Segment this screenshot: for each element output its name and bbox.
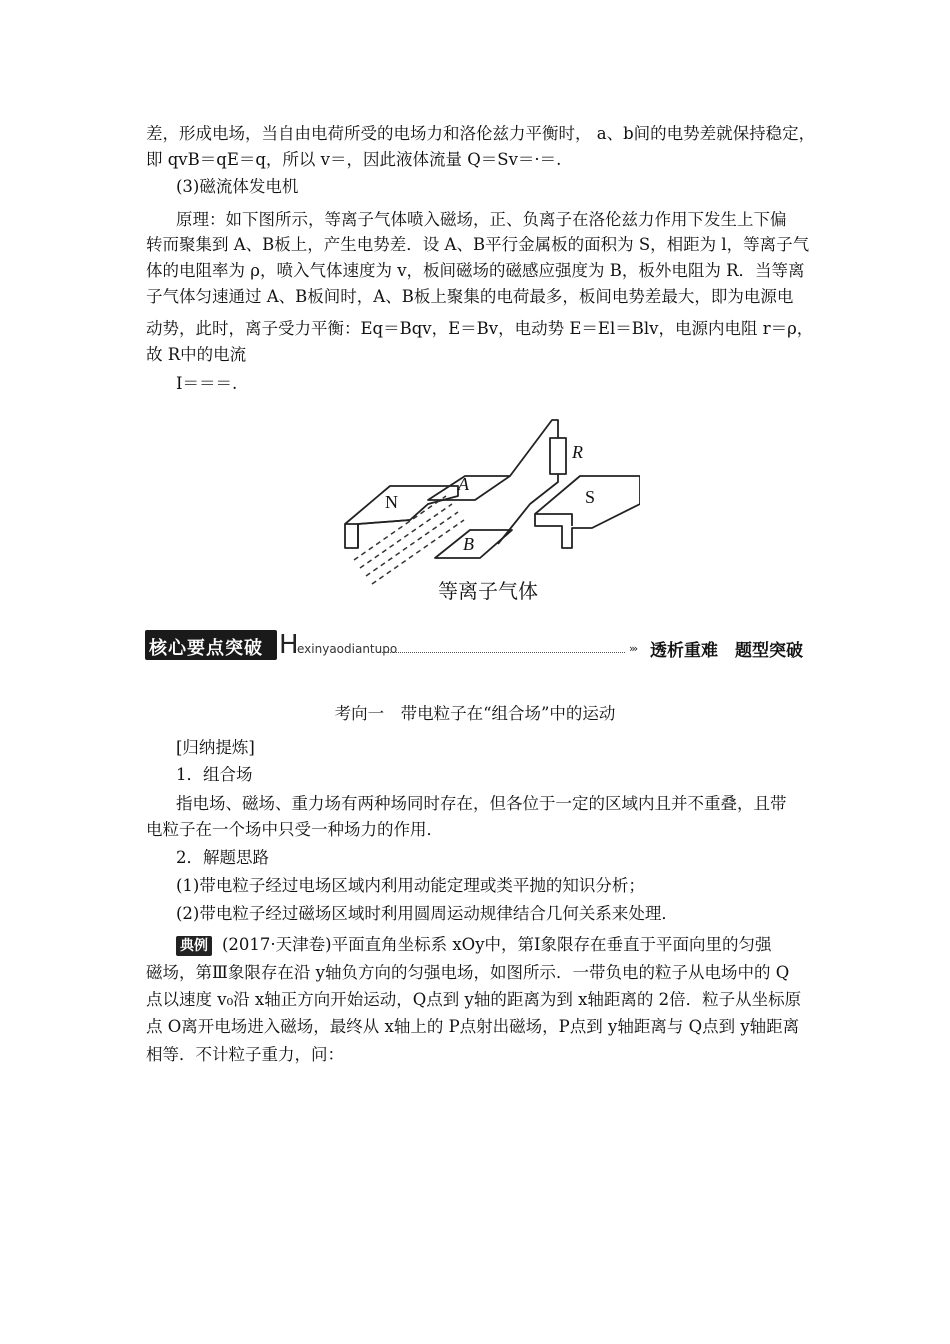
banner-letter: H <box>279 630 299 660</box>
formula-line: I＝＝＝. <box>176 374 238 393</box>
paragraph-line: 点 O离开电场进入磁场，最终从 x轴上的 P点射出磁场，P点到 y轴距离与 Q点到 y轴距离 <box>146 1017 800 1036</box>
example-line <box>176 932 772 958</box>
label-n: N <box>385 492 398 512</box>
label-b: B <box>463 534 474 554</box>
item-heading: 2．解题思路 <box>176 848 269 867</box>
paragraph-line: 点以速度 v₀沿 x轴正方向开始运动，Q点到 y轴的距离为到 x轴距离的 2倍．粒子从坐标原 <box>146 990 802 1009</box>
paragraph-line: 指电场、磁场、重力场有两种场同时存在，但各位于一定的区域内且并不重叠，且带 <box>176 794 787 813</box>
paragraph-line: 电粒子在一个场中只受一种场力的作用． <box>146 820 443 839</box>
label-a: A <box>458 474 469 494</box>
plate-a <box>428 476 510 500</box>
paragraph-line: 磁场，第Ⅲ象限存在沿 y轴负方向的匀强电场，如图所示．一带负电的粒子从电场中的 Q <box>146 963 790 982</box>
example-badge: 典例 <box>176 936 212 956</box>
label-r: R <box>572 442 583 462</box>
summary-label: [归纳提炼] <box>176 738 255 757</box>
paragraph-line: 体的电阻率为 ρ，喷入气体速度为 v，板间磁场的磁感应强度为 B，板外电阻为 R．当等离 <box>146 261 805 280</box>
banner-title: 核心要点突破 <box>149 638 263 659</box>
banner-tagline: 透析重难 题型突破 <box>650 641 803 661</box>
paragraph-line: 故 R中的电流 <box>146 345 247 364</box>
subsection-heading: (3)磁流体发电机 <box>176 177 299 196</box>
paragraph-line: 转而聚集到 A、B板上，产生电势差．设 A、B平行金属板的面积为 S，相距为 l，等离子气 <box>146 235 810 254</box>
wire-bottom <box>498 474 558 544</box>
paragraph-line: 差，形成电场，当自由电荷所受的电场力和洛伦兹力平衡时， a、b间的电势差就保持稳定， <box>146 124 816 143</box>
label-s: S <box>585 487 596 507</box>
plasma-streams <box>354 496 464 584</box>
paragraph-line: 原理：如下图所示，等离子气体喷入磁场，正、负离子在洛伦兹力作用下发生上下偏 <box>176 210 787 229</box>
banner-pinyin: exinyaodiantupo <box>297 642 398 656</box>
north-magnet <box>345 486 458 548</box>
paragraph-line: (1)带电粒子经过电场区域内利用动能定理或类平抛的知识分析； <box>176 876 645 895</box>
paragraph-line: 即 qvB＝qE＝q，所以 v＝，因此液体流量 Q＝Sv＝·＝. <box>146 150 562 169</box>
example-text: (2017·天津卷)平面直角坐标系 xOy中，第Ⅰ象限存在垂直于平面向里的匀强 <box>222 935 772 954</box>
banner-arrows-icon: ››› <box>629 642 637 655</box>
mhd-generator-figure <box>340 408 640 608</box>
section-heading: 考向一 带电粒子在“组合场”中的运动 <box>334 704 616 723</box>
resistor-r <box>550 438 566 474</box>
item-heading: 1．组合场 <box>176 765 253 784</box>
paragraph-line: 子气体匀速通过 A、B板间时，A、B板上聚集的电荷最多，板间电势差最大，即为电源电 <box>146 287 794 306</box>
paragraph-line: 动势，此时，离子受力平衡：Eq＝Bqv，E＝Bv，电动势 E＝El＝Blv，电源内电阻 r＝ρ， <box>146 319 814 338</box>
figure-caption: 等离子气体 <box>438 581 538 603</box>
section-banner <box>145 628 812 664</box>
paragraph-line: 相等．不计粒子重力，问： <box>146 1045 344 1064</box>
banner-title-box <box>145 630 277 660</box>
paragraph-line: (2)带电粒子经过磁场区域时利用圆周运动规律结合几何关系来处理． <box>176 904 678 923</box>
banner-divider <box>379 652 625 653</box>
